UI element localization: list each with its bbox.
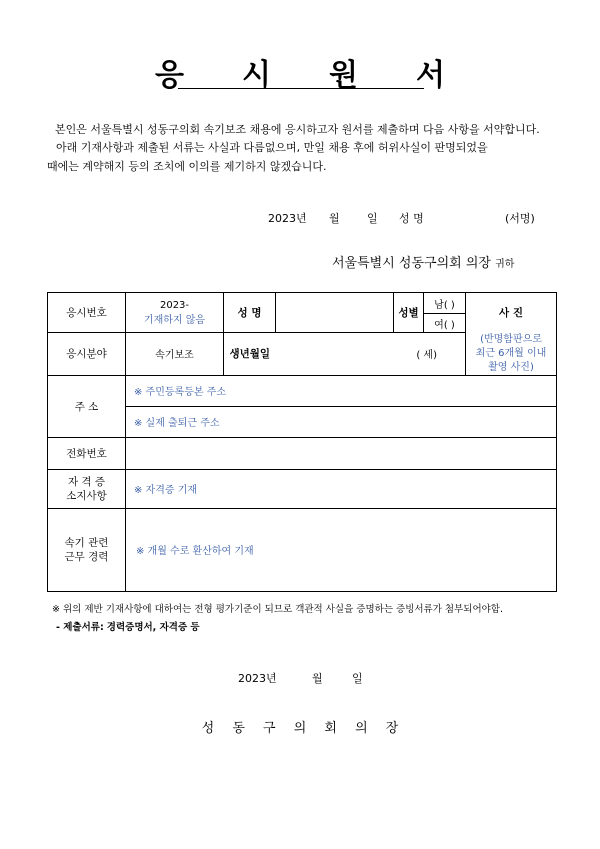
cert-label-2: 소지사항 [66,489,107,502]
address-label: 주 소 [48,375,126,437]
addressee-suffix: 귀하 [495,259,515,270]
name-label: 성 명 [224,293,276,333]
phone-label: 전화번호 [48,437,126,469]
cert-label-1: 자 격 증 [67,475,106,488]
sign-day: 일 [367,212,378,225]
address-actual[interactable]: ※ 실제 출퇴근 주소 [126,406,557,437]
address-registered[interactable]: ※ 주민등록등본 주소 [126,375,557,406]
date-year: 2023년 [238,672,277,685]
photo-note-2: 최근 6개월 이내 [475,347,547,359]
addressee [332,252,514,271]
birth-field[interactable] [276,333,466,376]
date-month: 월 [312,672,323,685]
exam-no-label: 응시번호 [48,293,126,333]
exam-no-note: 기재하지 않음 [143,314,206,326]
intro-line-3: 때에는 계약해지 등의 조치에 이의를 제기하지 않겠습니다. [47,160,327,173]
phone-field[interactable] [126,437,557,469]
birth-label: 생년월일 [224,333,276,376]
sign-name-label: 성 명 [399,212,424,225]
footnote-2 [56,619,576,633]
gender-female[interactable]: 여( ) [424,314,466,333]
sign-year: 2023년 [268,212,307,225]
title-char: 원 [329,58,358,93]
title-underline [178,88,424,89]
title-char: 시 [242,58,271,93]
gender-label: 성별 [394,293,424,333]
footnote-2-prefix: - 제출서류: [56,622,104,633]
field-label: 응시분야 [48,333,126,376]
career-label-2: 근무 경력 [64,550,109,563]
exam-no-cell[interactable] [126,293,224,333]
field-value: 속기보조 [126,333,224,376]
intro-line-1: 본인은 서울특별시 성동구의회 속기보조 채용에 응시하고자 원서를 제출하며 다음 사항을 서약합니다. [55,123,540,136]
photo-box[interactable] [466,333,557,376]
title-char: 응 [155,58,185,93]
date-day: 일 [352,672,363,685]
name-field[interactable] [276,293,394,333]
career-field[interactable]: ※ 개월 수로 환산하여 기재 [126,508,557,591]
cert-label [48,469,126,508]
addressee-main: 서울특별시 성동구의회 의장 [332,256,491,271]
cert-field[interactable]: ※ 자격증 기재 [126,469,557,508]
title-char: 서 [415,58,445,93]
photo-label: 사 진 [466,293,557,333]
birth-age: ( 세) [416,350,437,362]
organization-text: 성 동 구 의 회 의 장 [201,721,399,736]
sign-seal: (서명) [505,212,535,225]
application-form-table [47,292,557,592]
career-label [48,508,126,591]
intro-line-2: 아래 기재사항과 제출된 서류는 사실과 다름없으며, 만일 채용 후에 허위사실이 판명되었을 [56,141,488,154]
exam-no-value: 2023- [159,299,190,311]
photo-note-3: 촬영 사진) [488,361,534,373]
footnote-2-rest: 경력증명서, 자격증 등 [106,622,200,633]
sign-month: 월 [329,212,340,225]
photo-note-1: (반명함판으로 [480,333,542,345]
career-label-1: 속기 관련 [64,536,109,549]
footnote-1: ※ 위의 제반 기재사항에 대하여는 전형 평가기준이 되므로 객관적 사실을 증명하는 증빙서류가 첨부되어야함. [52,604,504,615]
organization-name [0,717,600,736]
gender-male[interactable]: 남( ) [424,293,466,314]
